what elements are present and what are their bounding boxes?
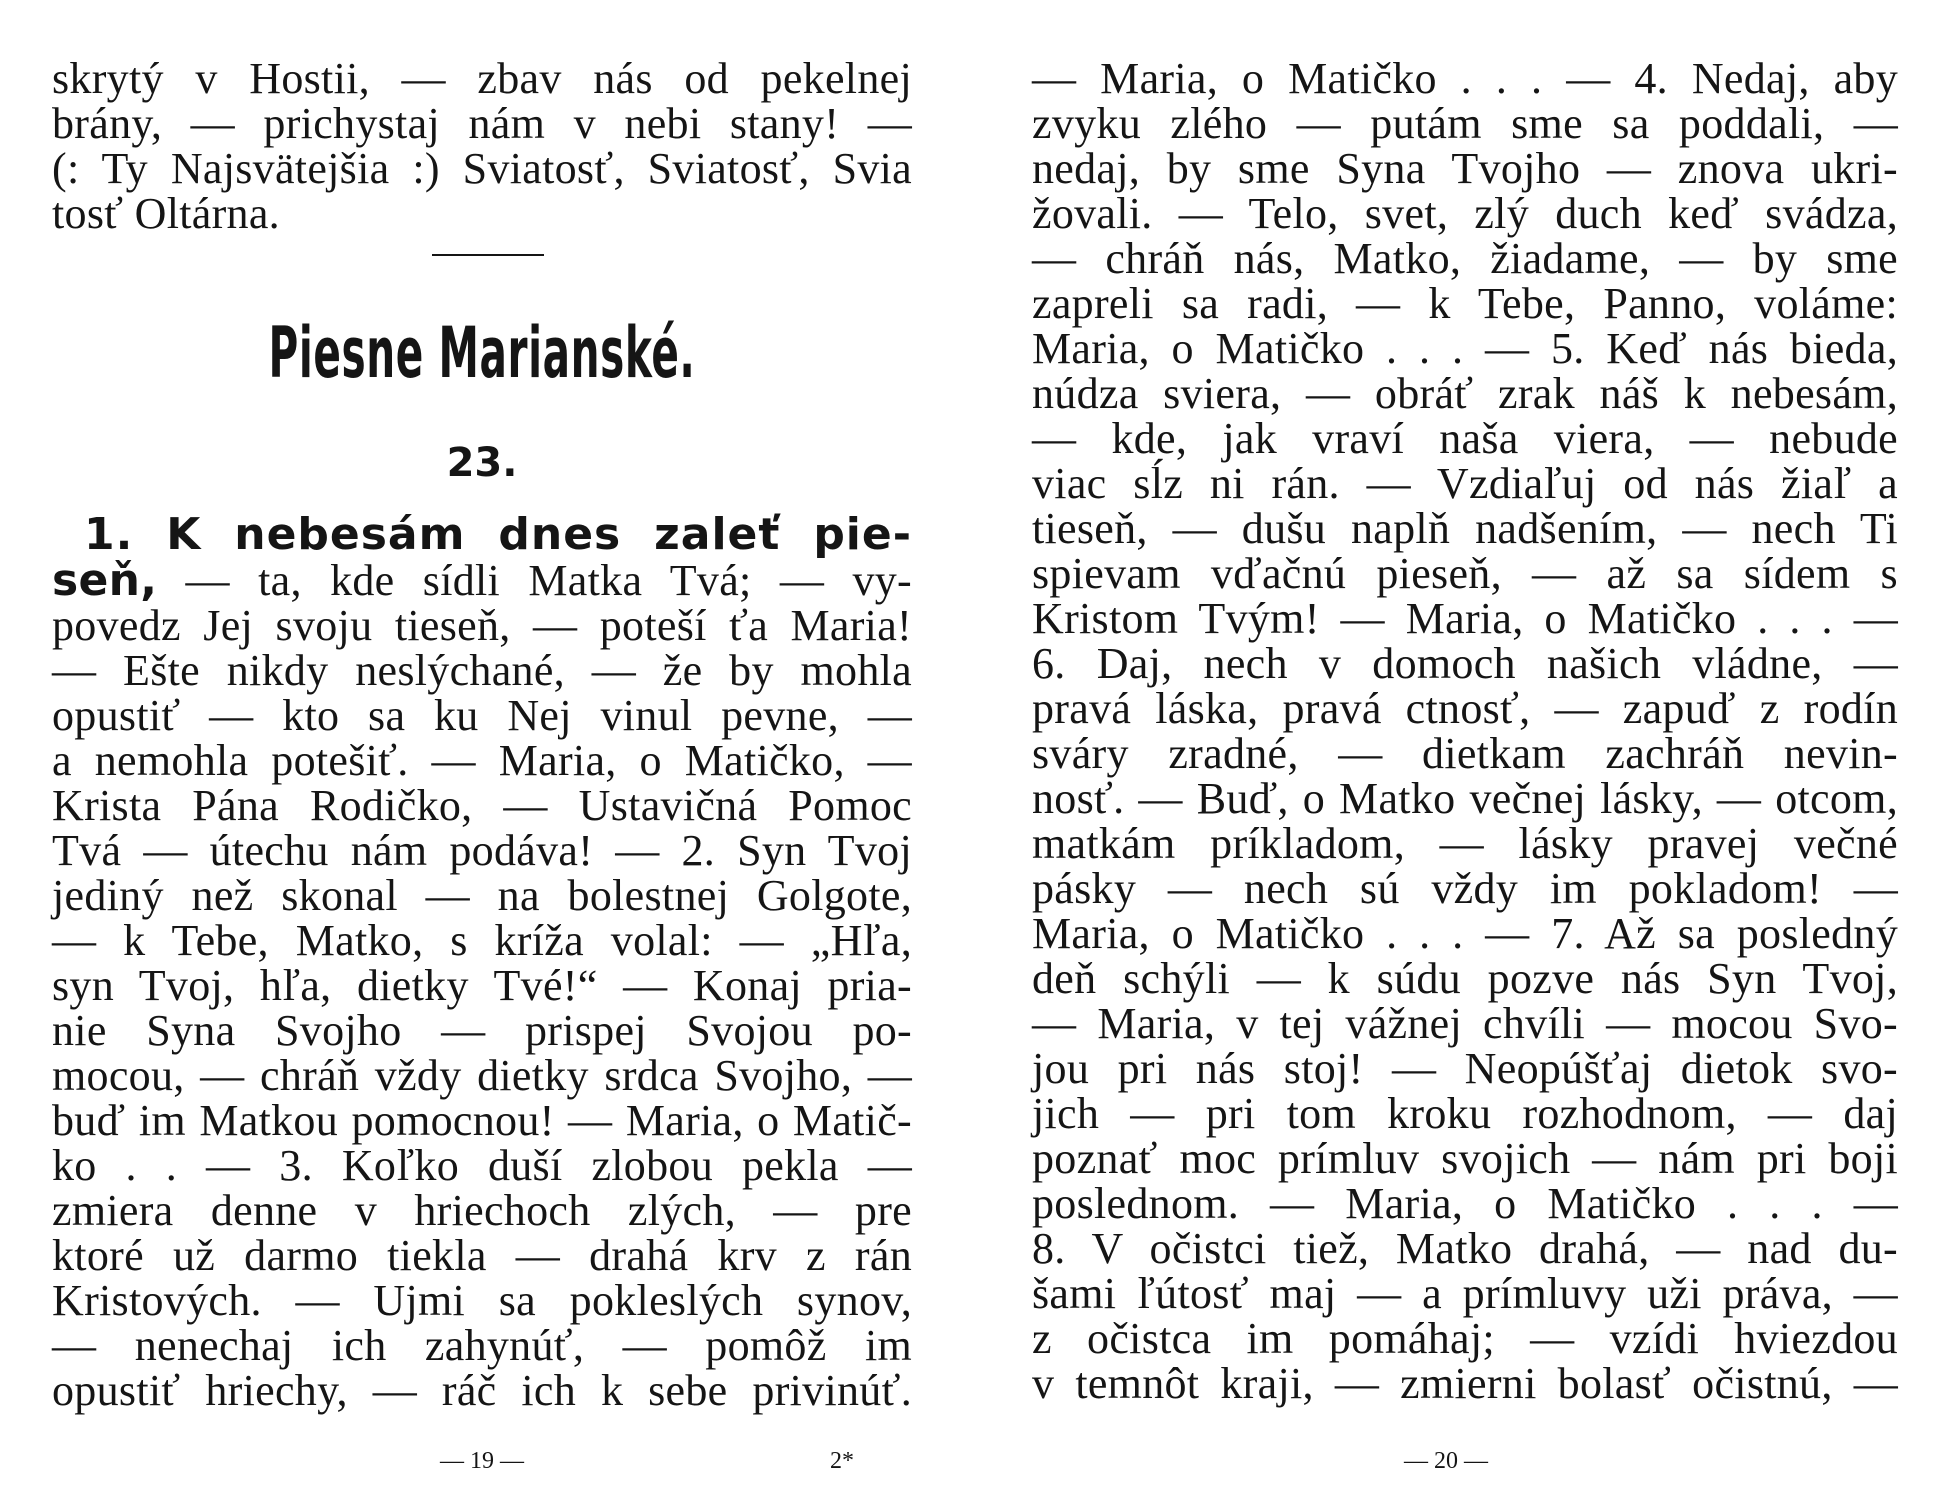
text-line: zmiera denne v hriechoch zlých, — pre	[52, 1186, 912, 1235]
text-line: syn Tvoj, hľa, dietky Tvé!“ — Konaj pria-	[52, 961, 912, 1010]
text-line: núdza sviera, — obráť zrak náš k nebesám,	[1032, 369, 1898, 418]
text-line: — kde, jak vraví naša viera, — nebude	[1032, 414, 1898, 463]
text-line: jou pri nás stoj! — Neopúšťaj dietok svo-	[1032, 1044, 1898, 1093]
text-line: — nenechaj ich zahynúť, — pomôž im	[52, 1321, 912, 1370]
text-line: šami ľútosť maj — a prímluvy uži práva, —	[1032, 1269, 1898, 1318]
text-line: tosť Oltárna.	[52, 189, 280, 238]
text-line: Maria, o Matičko . . . — 7. Až sa posledný	[1032, 909, 1898, 958]
text-line: brány, — prichystaj nám v nebi stany! —	[52, 99, 912, 148]
page-number-left: — 19 —	[440, 1448, 524, 1474]
text-line: Krista Pána Rodičko, — Ustavičná Pomoc	[52, 781, 912, 830]
text-line: mocou, — chráň vždy dietky srdca Svojho, —	[52, 1051, 912, 1100]
text-line: povedz Jej svoju tieseň, — poteší ťa Maria!	[52, 601, 912, 650]
song-body	[52, 509, 912, 1415]
text-line: jediný než skonal — na bolestnej Golgote,	[52, 871, 912, 920]
text-line: Tvá — útechu nám podáva! — 2. Syn Tvoj	[52, 826, 912, 875]
left-page	[52, 0, 912, 1500]
section-divider	[432, 254, 544, 256]
song-first-line: 1. K nebesám dnes zaleť pie-	[84, 509, 912, 560]
text-line: v temnôt kraji, — zmierni bolasť očistnú, —	[1032, 1359, 1898, 1408]
text-line-rest: — ta, kde sídli Matka Tvá; — vy-	[157, 556, 912, 605]
text-line: — k Tebe, Matko, s kríža volal: — „Hľa,	[52, 916, 912, 965]
text-line: nedaj, by sme Syna Tvojho — znova ukri-	[1032, 144, 1898, 193]
song-number: 23.	[446, 440, 518, 486]
text-line: — Maria, v tej vážnej chvíli — mocou Svo-	[1032, 999, 1898, 1048]
text-line: poznať moc prímluv svojich — nám pri boji	[1032, 1134, 1898, 1183]
song-continuation	[1032, 56, 1898, 1406]
text-line: deň schýli — k súdu pozve nás Syn Tvoj,	[1032, 954, 1898, 1003]
text-line: — chráň nás, Matko, žiadame, — by sme	[1032, 234, 1898, 283]
text-line: ko . . — 3. Koľko duší zlobou pekla —	[52, 1141, 912, 1190]
text-line: 8. V očistci tiež, Matko drahá, — nad du-	[1032, 1224, 1898, 1273]
text-line: sváry zradné, — dietkam zachráň nevin-	[1032, 729, 1898, 778]
text-line: spievam vďačnú pieseň, — až sa sídem s	[1032, 549, 1898, 598]
text-line: zvyku zlého — putám sme sa poddali, —	[1032, 99, 1898, 148]
right-page	[1032, 0, 1898, 1500]
text-line: tieseň, — dušu naplň nadšením, — nech Ti	[1032, 504, 1898, 553]
text-line: buď im Matkou pomocnou! — Maria, o Matič-	[52, 1096, 912, 1145]
text-line: Maria, o Matičko . . . — 5. Keď nás bieda,	[1032, 324, 1898, 373]
text-line: pravá láska, pravá ctnosť, — zapuď z rodín	[1032, 684, 1898, 733]
text-line: 6. Daj, nech v domoch našich vládne, —	[1032, 639, 1898, 688]
text-line: opustiť — kto sa ku Nej vinul pevne, —	[52, 691, 912, 740]
text-line: zapreli sa radi, — k Tebe, Panno, voláme:	[1032, 279, 1898, 328]
continuation-text	[52, 56, 912, 236]
text-line: nie Syna Svojho — prispej Svojou po-	[52, 1006, 912, 1055]
text-line: viac sĺz ni rán. — Vzdiaľuj od nás žiaľ a	[1032, 459, 1898, 508]
text-line: poslednom. — Maria, o Matičko . . . —	[1032, 1179, 1898, 1228]
text-line: z očistca im pomáhaj; — vzídi hviezdou	[1032, 1314, 1898, 1363]
text-line: pásky — nech sú vždy im pokladom! —	[1032, 864, 1898, 913]
text-line: ktoré už darmo tiekla — drahá krv z rán	[52, 1231, 912, 1280]
song-first-line-end: seň,	[52, 555, 158, 606]
text-line: — Ešte nikdy neslýchané, — že by mohla	[52, 646, 912, 695]
text-line: nosť. — Buď, o Matko večnej lásky, — otcom,	[1032, 774, 1898, 823]
text-line	[52, 555, 912, 606]
text-line: (: Ty Najsvätejšia :) Sviatosť, Sviatosť, Svia	[52, 144, 912, 193]
signature-mark: 2*	[830, 1448, 854, 1474]
text-line: matkám príkladom, — lásky pravej večné	[1032, 819, 1898, 868]
page-number-right: — 20 —	[1404, 1448, 1488, 1474]
text-line: Kristom Tvým! — Maria, o Matičko . . . —	[1032, 594, 1898, 643]
text-line: opustiť hriechy, — ráč ich k sebe privinúť.	[52, 1366, 912, 1415]
section-heading: Piesne Marianské.	[268, 312, 696, 394]
text-line: jich — pri tom kroku rozhodnom, — daj	[1032, 1089, 1898, 1138]
text-line: žovali. — Telo, svet, zlý duch keď svádza,	[1032, 189, 1898, 238]
text-line: — Maria, o Matičko . . . — 4. Nedaj, aby	[1032, 54, 1898, 103]
text-line: skrytý v Hostii, — zbav nás od pekelnej	[52, 54, 912, 103]
text-line: a nemohla potešiť. — Maria, o Matičko, —	[52, 736, 912, 785]
text-line: Kristových. — Ujmi sa pokleslých synov,	[52, 1276, 912, 1325]
